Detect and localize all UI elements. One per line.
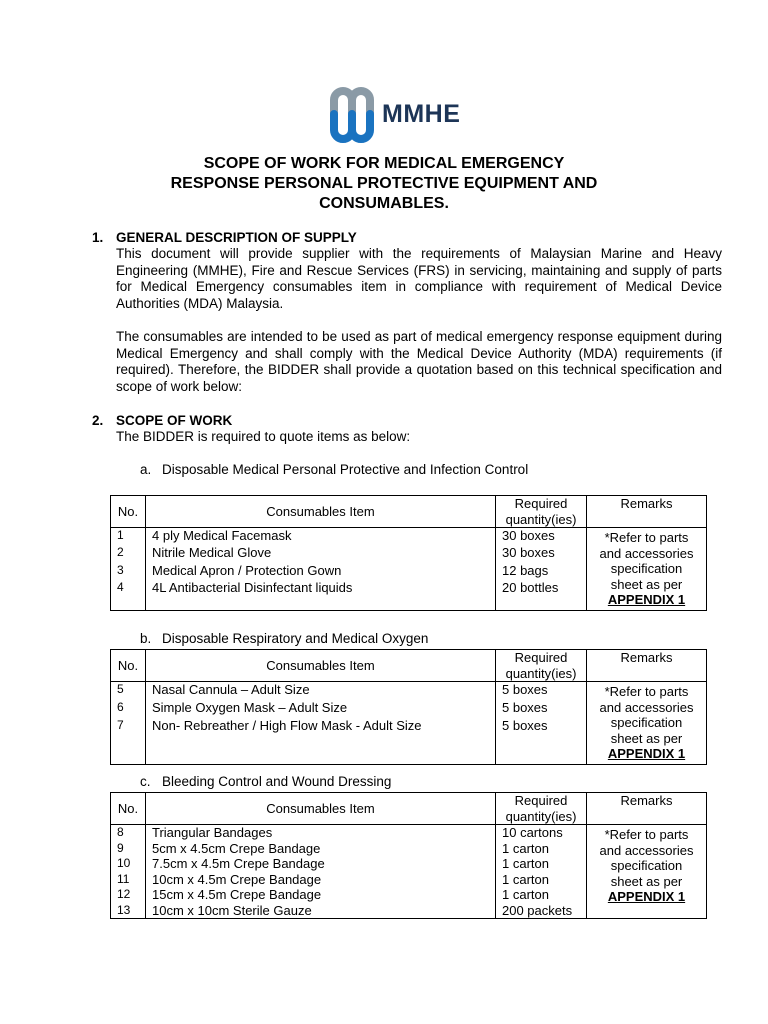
table-a-caption: a. Disposable Medical Personal Protective and Infection Control: [140, 462, 529, 477]
section-2-title: SCOPE OF WORK: [116, 413, 233, 428]
section-1-number: 1.: [92, 230, 104, 245]
table-row: 3 Medical Apron / Protection Gown 12 bags: [111, 563, 707, 580]
remarks-cell: *Refer to parts and accessories specification sheet as per APPENDIX 1: [587, 682, 707, 765]
table-row: 5 Nasal Cannula – Adult Size 5 boxes *Refer to parts and accessories specification sheet as per APPENDIX 1: [111, 682, 707, 701]
table-row: 7 Non- Rebreather / High Flow Mask - Adult Size 5 boxes: [111, 718, 707, 764]
remarks-cell: *Refer to parts and accessories specification sheet as per APPENDIX 1: [587, 825, 707, 919]
table-row: 11 10cm x 4.5m Crepe Bandage 1 carton: [111, 872, 707, 888]
table-c-caption: c. Bleeding Control and Wound Dressing: [140, 774, 392, 789]
header-qty: Required quantity(ies): [496, 496, 587, 528]
section-1-paragraph-1: This document will provide supplier with the requirements of Malaysian Marine and Heavy Engineering (MMHE), Fire and Rescue Services (FRS) in servicing, maintaining and supply of parts for Medical Emergency consumables item in compliance with requirement of Medical Device Authorities (MDA) Malaysia.: [116, 246, 722, 312]
table-row: 12 15cm x 4.5m Crepe Bandage 1 carton: [111, 887, 707, 903]
appendix-reference: APPENDIX 1: [607, 592, 686, 607]
header-remarks: Remarks: [587, 650, 707, 682]
header-item: Consumables Item: [146, 793, 496, 825]
header-qty: Required quantity(ies): [496, 793, 587, 825]
section-2-number: 2.: [92, 413, 104, 428]
header-remarks: Remarks: [587, 496, 707, 528]
table-row: 4 4L Antibacterial Disinfectant liquids 20 bottles: [111, 580, 707, 610]
header-item: Consumables Item: [146, 650, 496, 682]
header-no: No.: [111, 650, 146, 682]
table-row: 2 Nitrile Medical Glove 30 boxes: [111, 545, 707, 562]
section-1-paragraph-2: The consumables are intended to be used as part of medical emergency response equipment during Medical Emergency and shall comply with the Medical Device Authority (MDA) requirements (if required). Therefore, the BIDDER shall provide a quotation based on this technical specification and scope of work below:: [116, 329, 722, 395]
table-row: 10 7.5cm x 4.5m Crepe Bandage 1 carton: [111, 856, 707, 872]
table-row: 1 4 ply Medical Facemask 30 boxes *Refer to parts and accessories specification sheet as per APPENDIX 1: [111, 528, 707, 546]
header-remarks: Remarks: [587, 793, 707, 825]
table-b-caption: b. Disposable Respiratory and Medical Oxygen: [140, 631, 429, 646]
header-no: No.: [111, 496, 146, 528]
title-line-2: RESPONSE PERSONAL PROTECTIVE EQUIPMENT AND: [170, 175, 598, 192]
table-row: 6 Simple Oxygen Mask – Adult Size 5 boxes: [111, 700, 707, 718]
section-2-intro: The BIDDER is required to quote items as below:: [116, 429, 411, 444]
remarks-cell: *Refer to parts and accessories specification sheet as per APPENDIX 1: [587, 528, 707, 611]
appendix-reference: APPENDIX 1: [607, 889, 686, 904]
mmhe-logo-mark: [330, 86, 380, 144]
header-no: No.: [111, 793, 146, 825]
mmhe-logo: [330, 86, 490, 144]
table-b: [110, 649, 707, 765]
appendix-reference: APPENDIX 1: [607, 746, 686, 761]
table-c: [110, 792, 707, 919]
document-title: [100, 154, 668, 214]
table-a: [110, 495, 707, 611]
header-qty: Required quantity(ies): [496, 650, 587, 682]
table-row: 13 10cm x 10cm Sterile Gauze 200 packets: [111, 903, 707, 919]
section-2-heading: [92, 413, 232, 429]
title-line-3: CONSUMABLES.: [319, 195, 449, 212]
title-line-1: SCOPE OF WORK FOR MEDICAL EMERGENCY: [203, 155, 565, 172]
section-1-heading: [92, 230, 357, 246]
header-item: Consumables Item: [146, 496, 496, 528]
table-row: 8 Triangular Bandages 10 cartons *Refer to parts and accessories specification sheet as per APPENDIX 1: [111, 825, 707, 841]
logo-wordmark: MMHE: [382, 100, 461, 128]
section-1-title: GENERAL DESCRIPTION OF SUPPLY: [116, 230, 357, 245]
table-row: 9 5cm x 4.5cm Crepe Bandage 1 carton: [111, 841, 707, 857]
